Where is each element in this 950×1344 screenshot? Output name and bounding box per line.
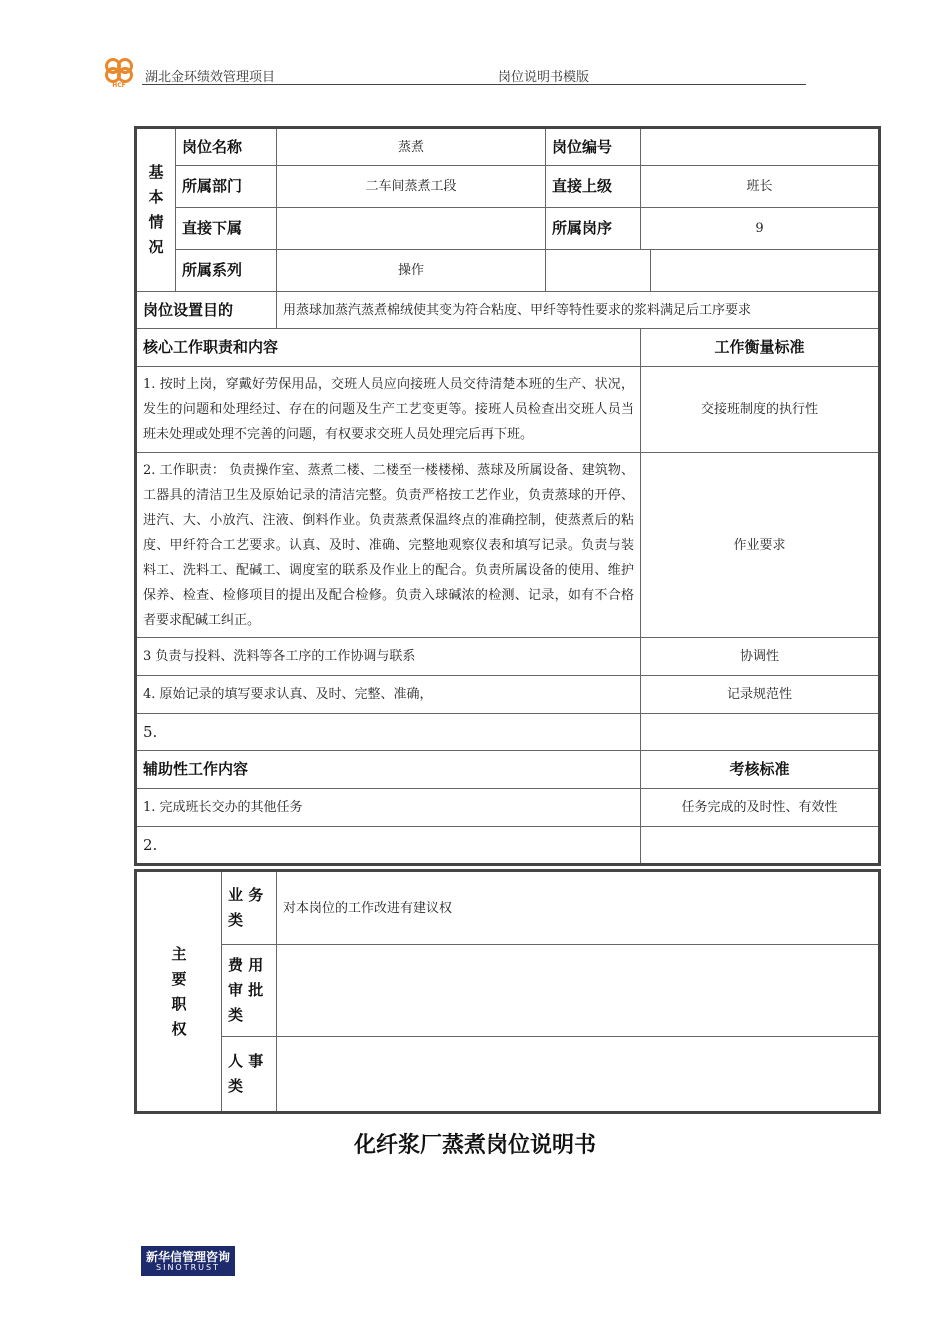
core-row-content: 5. — [136, 714, 641, 751]
series-label: 所属系列 — [176, 250, 277, 292]
authority-expense-value — [277, 945, 880, 1037]
authority-table — [134, 869, 881, 1114]
core-row-content: 2. 工作职责： 负责操作室、蒸煮二楼、二楼至一楼楼梯、蒸球及所属设备、建筑物、工器具的清洁卫生及原始记录的清洁完整。负责严格按工艺作业，负责蒸球的开停、进汽、大、小放汽、注液、倒料作业。负责蒸煮保温终点的准确控制，使蒸煮后的粘度、甲纤符合工艺要求。认真、及时、准确、完整地观察仪表和填写记录。负责与装料工、洗料工、配碱工、调度室的联系及作业上的配合。负责所属设备的使用、维护保养、检查、检修项目的提出及配合检修。负责入球碱浓的检测、记录，如有不合格者要求配碱工纠正。 — [136, 453, 641, 638]
footer-brand-logo — [141, 1246, 235, 1276]
footer-brand-en: SINOTRUST — [156, 1263, 220, 1272]
core-row-content: 3 负责与投料、洗料等各工序的工作协调与联系 — [136, 638, 641, 676]
superior-label: 直接上级 — [546, 166, 641, 208]
post-no-value — [641, 128, 880, 166]
series-value: 操作 — [277, 250, 546, 292]
authority-business-value: 对本岗位的工作改进有建议权 — [277, 871, 880, 945]
purpose-label: 岗位设置目的 — [136, 292, 277, 329]
aux-row-standard — [641, 827, 880, 865]
aux-row-content: 2. — [136, 827, 641, 865]
header-doc-type: 岗位说明书模版 — [498, 70, 590, 85]
order-value: 9 — [641, 208, 880, 250]
purpose-value: 用蒸球加蒸汽蒸煮棉绒使其变为符合粘度、甲纤等特性要求的浆料满足后工序要求 — [277, 292, 880, 329]
dept-label: 所属部门 — [176, 166, 277, 208]
core-row-standard: 记录规范性 — [641, 676, 880, 714]
aux-row-standard: 任务完成的及时性、有效性 — [641, 789, 880, 827]
job-description-table — [134, 126, 881, 866]
aux-row-content: 1. 完成班长交办的其他任务 — [136, 789, 641, 827]
authority-personnel-value — [277, 1037, 880, 1113]
core-row-content: 4. 原始记录的填写要求认真、及时、完整、准确， — [136, 676, 641, 714]
subordinate-value — [277, 208, 546, 250]
document-title: 化纤浆厂蒸煮岗位说明书 — [353, 1133, 596, 1158]
core-row-standard — [641, 714, 880, 751]
aux-header-right: 考核标准 — [641, 751, 880, 789]
series-blank-cell — [546, 250, 651, 292]
order-label: 所属岗序 — [546, 208, 641, 250]
core-header-right: 工作衡量标准 — [641, 329, 880, 367]
core-row-standard: 协调性 — [641, 638, 880, 676]
core-row-standard: 交接班制度的执行性 — [641, 367, 880, 453]
logo-text: HCF — [112, 82, 126, 88]
superior-value: 班长 — [641, 166, 880, 208]
core-header-left: 核心工作职责和内容 — [136, 329, 641, 367]
footer-brand-cn: 新华信管理咨询 — [145, 1250, 230, 1264]
header-divider — [142, 84, 806, 85]
header-company: 湖北金环绩效管理项目 — [145, 70, 276, 85]
post-name-label: 岗位名称 — [176, 128, 277, 166]
core-row-content: 1. 按时上岗，穿戴好劳保用品，交班人员应向接班人员交待清楚本班的生产、状况，发生的问题和处理经过、存在的问题及生产工艺变更等。接班人员检查出交班人员当班未处理或处理不完善的问题，有权要求交班人员处理完后再下班。 — [136, 367, 641, 453]
post-no-label: 岗位编号 — [546, 128, 641, 166]
authority-expense-label: 费 用 审 批 类 — [222, 945, 277, 1037]
authority-personnel-label: 人 事 类 — [222, 1037, 277, 1113]
subordinate-label: 直接下属 — [176, 208, 277, 250]
dept-value: 二车间蒸煮工段 — [277, 166, 546, 208]
authority-business-label: 业 务 类 — [222, 871, 277, 945]
basic-info-section-label: 基 本 情 况 — [136, 128, 176, 292]
series-blank-cell-2 — [651, 250, 880, 292]
company-logo — [100, 56, 138, 88]
post-name-value: 蒸煮 — [277, 128, 546, 166]
aux-header-left: 辅助性工作内容 — [136, 751, 641, 789]
authority-section-label: 主 要 职 权 — [136, 871, 222, 1113]
core-row-standard: 作业要求 — [641, 453, 880, 638]
